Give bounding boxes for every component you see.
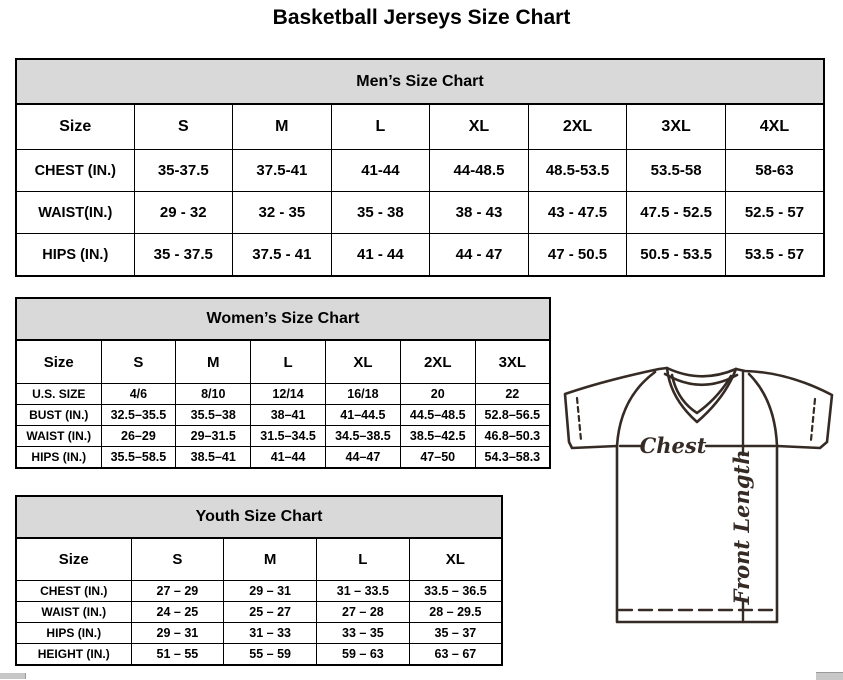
- womens-value-cell: 29–31.5: [176, 426, 251, 447]
- mens-value-cell: 47.5 - 52.5: [627, 192, 726, 234]
- mens-row-label: HIPS (IN.): [16, 234, 134, 277]
- youth-value-cell: 31 – 33.5: [317, 581, 410, 602]
- womens-size-header: S: [101, 340, 176, 384]
- mens-value-cell: 52.5 - 57: [725, 192, 824, 234]
- youth-value-cell: 31 – 33: [224, 623, 317, 644]
- mens-value-cell: 48.5-53.5: [528, 150, 627, 192]
- womens-value-cell: 38.5–42.5: [400, 426, 475, 447]
- womens-value-cell: 41–44.5: [325, 405, 400, 426]
- mens-value-cell: 50.5 - 53.5: [627, 234, 726, 277]
- youth-value-cell: 27 – 29: [131, 581, 224, 602]
- mens-value-cell: 29 - 32: [134, 192, 233, 234]
- mens-value-cell: 44 - 47: [430, 234, 529, 277]
- mens-value-cell: 44-48.5: [430, 150, 529, 192]
- youth-size-header-row: [16, 538, 502, 581]
- mens-size-header: XL: [430, 104, 529, 150]
- womens-row-label: BUST (IN.): [16, 405, 101, 426]
- youth-value-cell: 29 – 31: [224, 581, 317, 602]
- womens-value-cell: 34.5–38.5: [325, 426, 400, 447]
- womens-corner-header: Size: [16, 340, 101, 384]
- womens-value-cell: 20: [400, 384, 475, 405]
- womens-size-header: M: [176, 340, 251, 384]
- youth-value-cell: 24 – 25: [131, 602, 224, 623]
- mens-size-header: M: [233, 104, 332, 150]
- mens-data-row: [16, 234, 824, 277]
- youth-value-cell: 63 – 67: [409, 644, 502, 666]
- womens-value-cell: 8/10: [176, 384, 251, 405]
- mens-table-title: Men’s Size Chart: [16, 59, 824, 104]
- mens-value-cell: 37.5-41: [233, 150, 332, 192]
- youth-size-header: L: [317, 538, 410, 581]
- youth-value-cell: 51 – 55: [131, 644, 224, 666]
- mens-value-cell: 53.5-58: [627, 150, 726, 192]
- womens-size-header: XL: [325, 340, 400, 384]
- mens-size-header: 2XL: [528, 104, 627, 150]
- womens-value-cell: 4/6: [101, 384, 176, 405]
- womens-size-header: 3XL: [475, 340, 550, 384]
- youth-data-row: [16, 623, 502, 644]
- youth-data-row: [16, 644, 502, 666]
- womens-value-cell: 44–47: [325, 447, 400, 469]
- chest-measurement-label: Chest: [639, 433, 707, 458]
- womens-data-row: [16, 426, 550, 447]
- womens-value-cell: 52.8–56.5: [475, 405, 550, 426]
- womens-caption-row: [16, 298, 550, 340]
- mens-corner-header: Size: [16, 104, 134, 150]
- mens-value-cell: 37.5 - 41: [233, 234, 332, 277]
- womens-row-label: U.S. SIZE: [16, 384, 101, 405]
- youth-row-label: CHEST (IN.): [16, 581, 131, 602]
- youth-row-label: HEIGHT (IN.): [16, 644, 131, 666]
- youth-value-cell: 27 – 28: [317, 602, 410, 623]
- youth-value-cell: 33.5 – 36.5: [409, 581, 502, 602]
- youth-value-cell: 33 – 35: [317, 623, 410, 644]
- womens-value-cell: 44.5–48.5: [400, 405, 475, 426]
- womens-data-row: [16, 384, 550, 405]
- youth-value-cell: 35 – 37: [409, 623, 502, 644]
- youth-size-header: XL: [409, 538, 502, 581]
- youth-table-title: Youth Size Chart: [16, 496, 502, 538]
- youth-row-label: WAIST (IN.): [16, 602, 131, 623]
- mens-caption-row: [16, 59, 824, 104]
- womens-data-row: [16, 405, 550, 426]
- youth-data-row: [16, 581, 502, 602]
- womens-data-row: [16, 447, 550, 469]
- mens-data-row: [16, 192, 824, 234]
- womens-value-cell: 38–41: [251, 405, 326, 426]
- jersey-measurement-diagram: [556, 360, 838, 662]
- front-length-measurement-label: Front Length: [729, 449, 754, 605]
- womens-value-cell: 26–29: [101, 426, 176, 447]
- youth-value-cell: 59 – 63: [317, 644, 410, 666]
- mens-value-cell: 53.5 - 57: [725, 234, 824, 277]
- mens-value-cell: 38 - 43: [430, 192, 529, 234]
- mens-size-chart-table: [15, 58, 825, 277]
- womens-value-cell: 47–50: [400, 447, 475, 469]
- jersey-outline-icon: [556, 360, 838, 662]
- page-title: Basketball Jerseys Size Chart: [272, 6, 571, 29]
- womens-value-cell: 22: [475, 384, 550, 405]
- womens-value-cell: 35.5–38: [176, 405, 251, 426]
- mens-value-cell: 41 - 44: [331, 234, 430, 277]
- womens-value-cell: 54.3–58.3: [475, 447, 550, 469]
- youth-corner-header: Size: [16, 538, 131, 581]
- youth-row-label: HIPS (IN.): [16, 623, 131, 644]
- youth-caption-row: [16, 496, 502, 538]
- mens-value-cell: 35 - 37.5: [134, 234, 233, 277]
- youth-size-header: S: [131, 538, 224, 581]
- mens-size-header: S: [134, 104, 233, 150]
- mens-size-header: 4XL: [725, 104, 824, 150]
- mens-value-cell: 41-44: [331, 150, 430, 192]
- womens-value-cell: 32.5–35.5: [101, 405, 176, 426]
- horizontal-scrollbar-fragment-left[interactable]: [0, 673, 26, 679]
- mens-data-row: [16, 150, 824, 192]
- mens-value-cell: 35 - 38: [331, 192, 430, 234]
- youth-size-header: M: [224, 538, 317, 581]
- womens-value-cell: 31.5–34.5: [251, 426, 326, 447]
- womens-size-header-row: [16, 340, 550, 384]
- womens-value-cell: 35.5–58.5: [101, 447, 176, 469]
- womens-row-label: WAIST (IN.): [16, 426, 101, 447]
- youth-value-cell: 28 – 29.5: [409, 602, 502, 623]
- womens-size-header: 2XL: [400, 340, 475, 384]
- womens-value-cell: 38.5–41: [176, 447, 251, 469]
- mens-size-header-row: [16, 104, 824, 150]
- mens-value-cell: 58-63: [725, 150, 824, 192]
- womens-value-cell: 16/18: [325, 384, 400, 405]
- mens-value-cell: 35-37.5: [134, 150, 233, 192]
- youth-value-cell: 29 – 31: [131, 623, 224, 644]
- mens-row-label: WAIST(IN.): [16, 192, 134, 234]
- womens-size-header: L: [251, 340, 326, 384]
- womens-table-title: Women’s Size Chart: [16, 298, 550, 340]
- youth-value-cell: 55 – 59: [224, 644, 317, 666]
- youth-value-cell: 25 – 27: [224, 602, 317, 623]
- youth-data-row: [16, 602, 502, 623]
- womens-row-label: HIPS (IN.): [16, 447, 101, 469]
- womens-size-chart-table: [15, 297, 551, 469]
- mens-size-header: 3XL: [627, 104, 726, 150]
- mens-size-header: L: [331, 104, 430, 150]
- mens-value-cell: 32 - 35: [233, 192, 332, 234]
- mens-row-label: CHEST (IN.): [16, 150, 134, 192]
- womens-value-cell: 12/14: [251, 384, 326, 405]
- mens-value-cell: 47 - 50.5: [528, 234, 627, 277]
- womens-value-cell: 46.8–50.3: [475, 426, 550, 447]
- youth-size-chart-table: [15, 495, 503, 666]
- mens-value-cell: 43 - 47.5: [528, 192, 627, 234]
- womens-value-cell: 41–44: [251, 447, 326, 469]
